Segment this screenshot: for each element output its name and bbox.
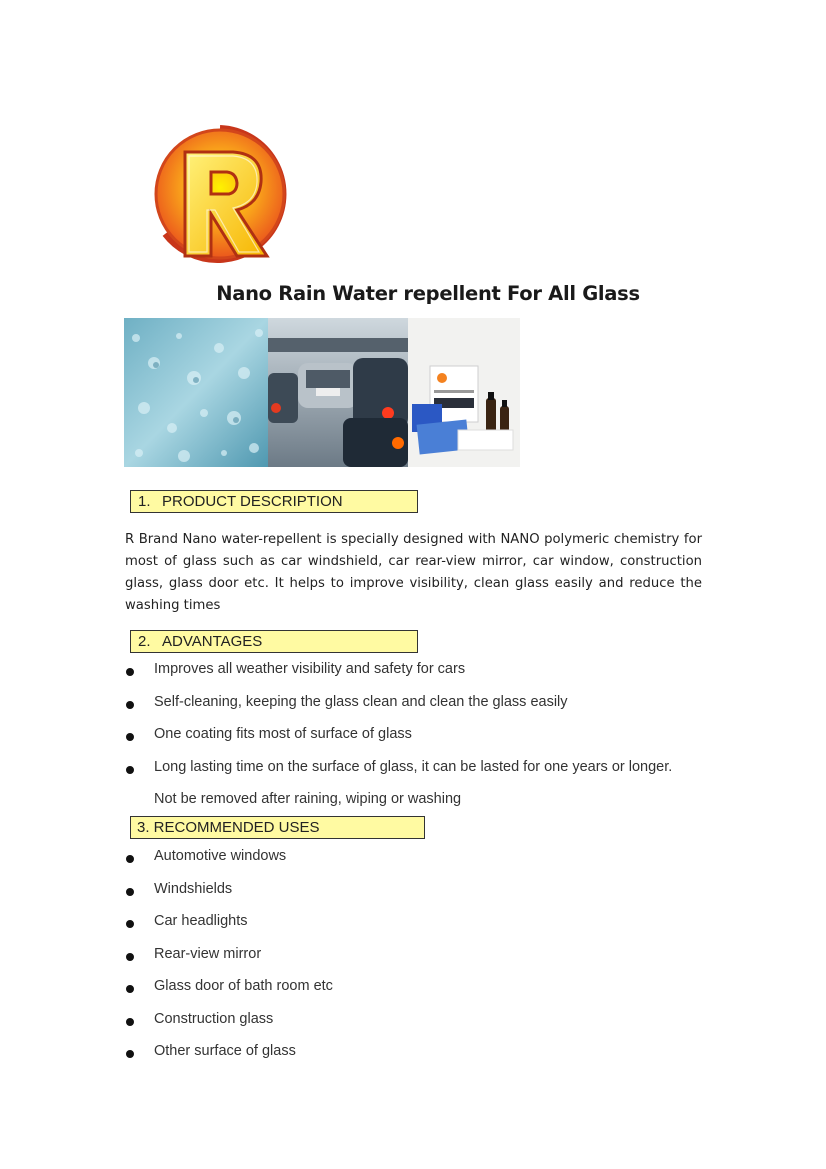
list-item: Automotive windows xyxy=(124,848,333,881)
bullet-icon xyxy=(126,1050,134,1058)
list-item: Improves all weather visibility and safety for cars xyxy=(124,661,672,694)
product-kit-image xyxy=(408,318,520,467)
bullet-icon xyxy=(126,855,134,863)
section-heading: 3. RECOMMENDED USES xyxy=(137,819,320,836)
rain-drops-glass-image xyxy=(124,318,268,467)
section-number: 1. xyxy=(138,493,151,510)
hero-image-strip xyxy=(124,318,520,467)
section-number: 2. xyxy=(138,633,151,650)
list-item: Glass door of bath room etc xyxy=(124,978,333,1011)
section-header-recommended-uses xyxy=(130,816,425,839)
section-heading: PRODUCT DESCRIPTION xyxy=(162,493,343,510)
list-item: Self-cleaning, keeping the glass clean and clean the glass easily xyxy=(124,694,672,727)
list-item: Long lasting time on the surface of glass, it can be lasted for one years or longer. xyxy=(124,759,672,792)
traffic-in-rain-image xyxy=(268,318,408,467)
list-item: Windshields xyxy=(124,881,333,914)
bullet-icon xyxy=(126,701,134,709)
list-item: Car headlights xyxy=(124,913,333,946)
bullet-icon xyxy=(126,668,134,676)
section-header-product-description xyxy=(130,490,418,513)
list-item: Construction glass xyxy=(124,1011,333,1044)
list-item: One coating fits most of surface of glass xyxy=(124,726,672,759)
bullet-icon xyxy=(126,1018,134,1026)
bullet-icon xyxy=(126,766,134,774)
bullet-icon xyxy=(126,920,134,928)
list-item: Other surface of glass xyxy=(124,1043,333,1076)
advantages-list xyxy=(124,661,672,792)
bullet-icon xyxy=(126,733,134,741)
advantages-continuation-text: Not be removed after raining, wiping or washing xyxy=(154,791,462,807)
section-heading: ADVANTAGES xyxy=(162,633,263,650)
list-item: Rear-view mirror xyxy=(124,946,333,979)
page-title: Nano Rain Water repellent For All Glass xyxy=(216,282,640,305)
bullet-icon xyxy=(126,985,134,993)
recommended-uses-list xyxy=(124,848,333,1076)
section-header-advantages xyxy=(130,630,418,653)
bullet-icon xyxy=(126,888,134,896)
product-description-text: R Brand Nano water-repellent is specially designed with NANO polymeric chemistry for most of glass such as car windshield, car rear-view mirror, car window, construction glass, glass door etc. It helps to improve visibility, clean glass easily and reduce the washing times xyxy=(125,532,702,613)
r-brand-logo-icon xyxy=(145,122,295,264)
bullet-icon xyxy=(126,953,134,961)
